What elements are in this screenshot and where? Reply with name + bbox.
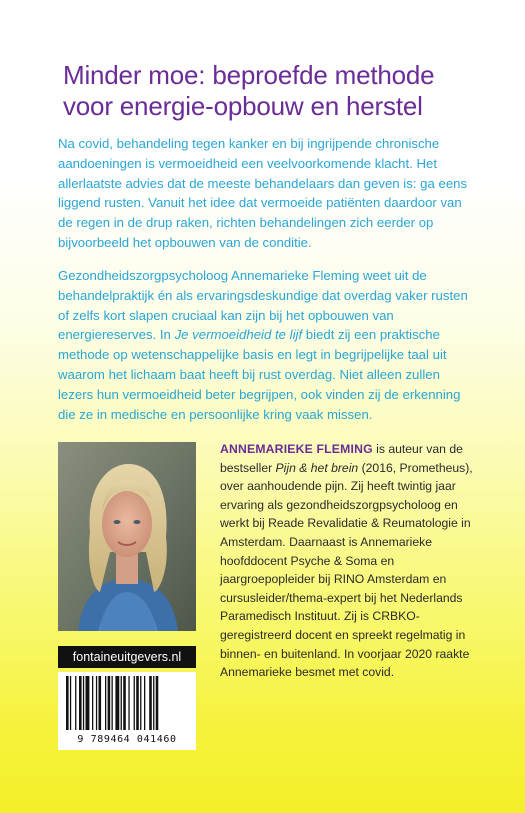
tagline-line-2: voor energie-opbouw en herstel xyxy=(63,91,423,121)
barcode-bar xyxy=(134,676,135,730)
tagline-line-1: Minder moe: beproefde methode xyxy=(63,60,435,90)
author-name: ANNEMARIEKE FLEMING xyxy=(220,442,373,456)
publisher-url: fontaineuitgevers.nl xyxy=(58,646,196,668)
barcode-bar xyxy=(149,676,152,730)
barcode-bar xyxy=(156,676,159,730)
bestseller-title: Pijn & het brein xyxy=(275,460,359,475)
author-photo xyxy=(58,442,196,631)
blurb-text-b: biedt zij een praktische methode op wetenschappelijke basis en legt in begrijpelijke taal uit waarom het lichaam baat heeft bij rust overdag. Niet alleen zullen lezers hun vermoeidheid beter begrijpen, ook vinden zij de erkenning die ze in medische en persoonlijke kring vaak missen. xyxy=(58,327,461,422)
barcode-bars xyxy=(58,672,196,734)
barcode-bar xyxy=(108,676,111,730)
barcode-bar xyxy=(75,676,76,730)
blurb-text-a: Gezondheidszorgpsycholoog Annemarieke Fleming weet uit de behandelpraktijk én als ervaringsdeskundige dat overdag vaker rusten of zelfs kort slapen cruciaal kan zijn bij het opbouwen van energiereserves. In xyxy=(58,268,468,343)
barcode-bar xyxy=(153,676,154,730)
isbn-barcode xyxy=(58,672,196,750)
barcode-bar xyxy=(99,676,102,730)
blurb-paragraph-1: Na covid, behandeling tegen kanker en bij ingrijpende chronische aandoeningen is vermoeidheid een veelvoorkomende klacht. Het allerlaatste advies dat de meeste behandelaars dan geven is: ga eens liggend rusten. Vanuit het idee dat vermoeide patiënten daardoor van de regen in de drup raken, richten behandelingen zich eerder op bijvoorbeeld het opbouwen van de conditie. xyxy=(58,136,468,250)
book-title-inline: Je vermoeidheid te lijf xyxy=(174,327,303,343)
barcode-bar xyxy=(121,676,122,730)
barcode-bar xyxy=(66,676,69,730)
barcode-bar xyxy=(136,676,139,730)
barcode-bar xyxy=(144,676,145,730)
barcode-bar xyxy=(79,676,82,730)
bio-text-a: is auteur van de bestseller xyxy=(220,442,463,475)
blurb-paragraph-2 xyxy=(58,266,478,424)
barcode-bar xyxy=(128,676,129,730)
barcode-bar xyxy=(92,676,93,730)
barcode-bar xyxy=(83,676,84,730)
author-bio xyxy=(220,440,480,682)
barcode-bar xyxy=(123,676,126,730)
barcode-bar xyxy=(86,676,90,730)
barcode-bar xyxy=(140,676,141,730)
book-tagline xyxy=(63,60,503,122)
isbn-number: 9 789464 041460 xyxy=(77,734,177,745)
barcode-bar xyxy=(115,676,119,730)
barcode-bar xyxy=(70,676,71,730)
bio-text-b: (2016, Prometheus), over aanhoudende pijn. Zij heeft twintig jaar ervaring als gezondheidszorgpsycholoog en werkt bij Reade Revalidatie & Reumatologie in Amsterdam. Daarnaast is Annemarieke hoofddocent Psyche & Soma en jaargroepopleider bij RINO Amsterdam en cursusleider/thema-expert bij het Nederlands Paramedisch Instituut. Zij is CRBKO-geregistreerd docent en spreekt regelmatig in binnen- en buitenland. In voorjaar 2020 raakte Annemarieke besmet met covid. xyxy=(220,460,473,680)
barcode-bar xyxy=(96,676,97,730)
barcode-bar xyxy=(112,676,113,730)
barcode-bar xyxy=(105,676,106,730)
